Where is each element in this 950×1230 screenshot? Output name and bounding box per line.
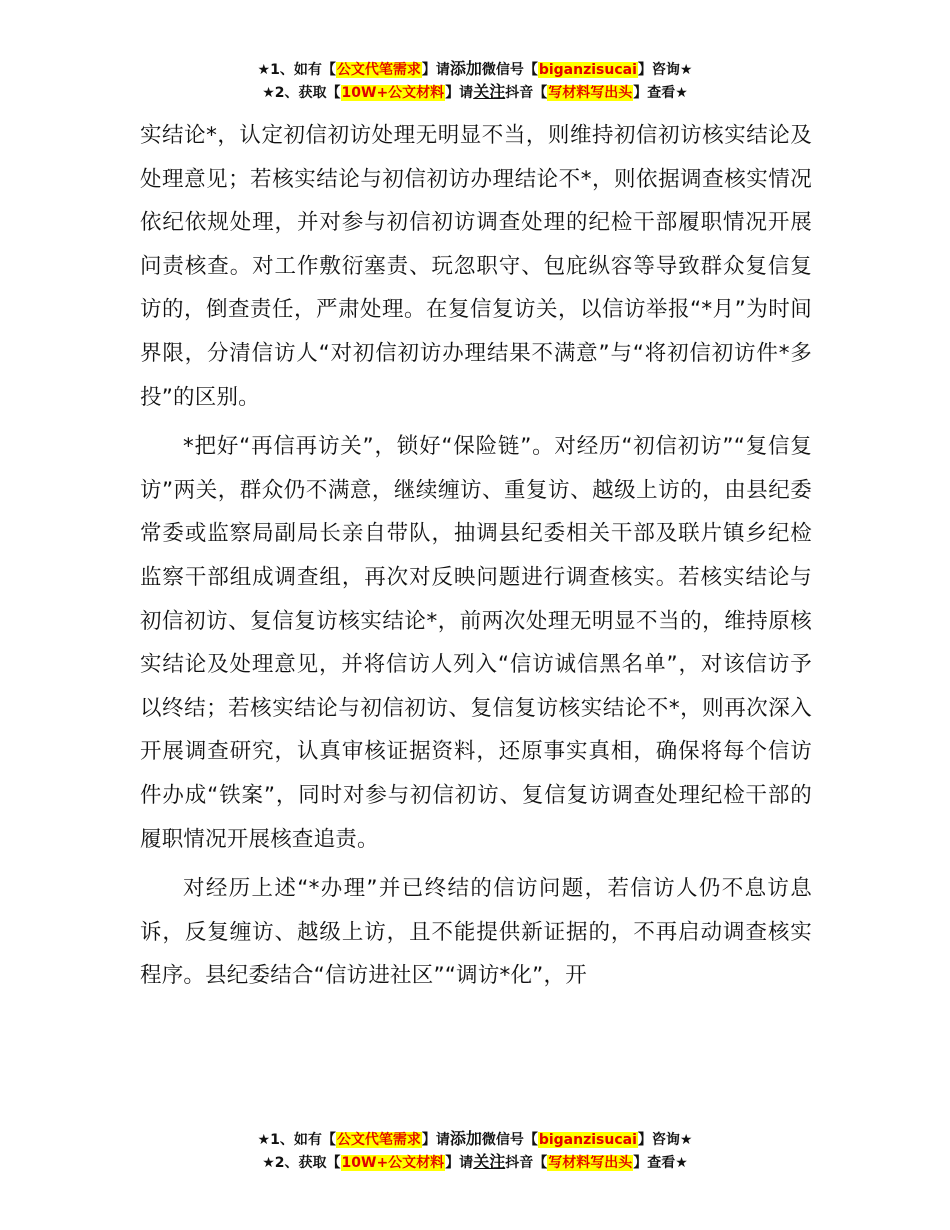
header-banner [0, 58, 950, 104]
footer-line-1-text-2: 微信号【 [481, 1132, 538, 1148]
footer-highlight-douyin: 写材料写出头 [548, 1155, 633, 1171]
paragraph-3: 对经历上述“*办理”并已终结的信访问题，若信访人仍不息访息诉，反复缠访、越级上访，且不能提供新证据的，不再启动调查核实程序。县纪委结合“信访进社区”“调访*化”，开 [140, 876, 812, 989]
footer-banner [0, 1128, 950, 1174]
footer-line-2-prefix: ★2、获取【 [262, 1155, 341, 1171]
footer-highlight-wechat-id: biganzisucai [538, 1132, 637, 1148]
paragraph-2: *把好“再信再访关”，锁好“保险链”。对经历“初信初访”“复信复访”两关，群众仍不满意，继续缠访、重复访、越级上访的，由县纪委常委或监察局副局长亲自带队，抽调县纪委相关干部及联片镇乡纪检监察干部组成调查组，再次对反映问题进行调查核实。若核实结论与初信初访、复信复访核实结论*，前两次处理无明显不当的，维持原核实结论及处理意见，并将信访人列入“信访诚信黑名单”，对该信访予以终结；若核实结论与初信初访、复信复访核实结论不*，则再次深入开展调查研究，认真审核证据资料，还原事实真相，确保将每个信访件办成“铁案”，同时对参与初信初访、复信复访调查处理纪检干部的履职情况开展核查追责。 [140, 434, 812, 852]
paragraph-1: 实结论*，认定初信初访处理无明显不当，则维持初信初访核实结论及处理意见；若核实结论与初信初访办理结论不*，则依据调查核实情况依纪依规处理，并对参与初信初访调查处理的纪检干部履职情况开展问责核查。对工作敷衍塞责、玩忽职守、包庇纵容等导致群众复信复访的，倒查责任，严肃处理。在复信复访关，以信访举报“*月”为时间界限，分清信访人“对初信初访办理结果不满意”与“将初信初访件*多投”的区别。 [140, 123, 812, 410]
footer-line-2 [0, 1151, 950, 1174]
footer-keyword-follow: 关注 [473, 1152, 506, 1171]
document-body [140, 114, 812, 1004]
header-line-2-suffix: 】查看★ [633, 85, 688, 101]
footer-keyword-add: 添加 [449, 1129, 482, 1148]
header-line-2-text: 】请 [445, 85, 474, 101]
footer-highlight-materials: 10W+公文材料 [341, 1155, 445, 1171]
header-keyword-follow: 关注 [473, 82, 506, 101]
footer-line-1 [0, 1128, 950, 1151]
header-line-1-text: 】请 [421, 62, 450, 78]
header-highlight-douyin: 写材料写出头 [548, 85, 633, 101]
header-line-1-suffix: 】咨询★ [637, 62, 693, 78]
footer-line-1-suffix: 】咨询★ [637, 1132, 693, 1148]
footer-line-2-text: 】请 [445, 1155, 474, 1171]
header-line-1-prefix: ★1、如有【 [257, 62, 336, 78]
footer-line-1-prefix: ★1、如有【 [257, 1132, 336, 1148]
header-highlight-materials: 10W+公文材料 [341, 85, 445, 101]
footer-line-2-text-2: 抖音【 [505, 1155, 548, 1171]
header-highlight-wechat-id: biganzisucai [538, 62, 637, 78]
header-line-2-prefix: ★2、获取【 [262, 85, 341, 101]
footer-highlight-service: 公文代笔需求 [336, 1132, 421, 1148]
footer-line-2-suffix: 】查看★ [633, 1155, 688, 1171]
footer-line-1-text: 】请 [421, 1132, 450, 1148]
header-highlight-service: 公文代笔需求 [336, 62, 421, 78]
header-line-1-text-2: 微信号【 [481, 62, 538, 78]
header-line-2 [0, 81, 950, 104]
header-line-1 [0, 58, 950, 81]
header-keyword-add: 添加 [449, 59, 482, 78]
header-line-2-text-2: 抖音【 [505, 85, 548, 101]
